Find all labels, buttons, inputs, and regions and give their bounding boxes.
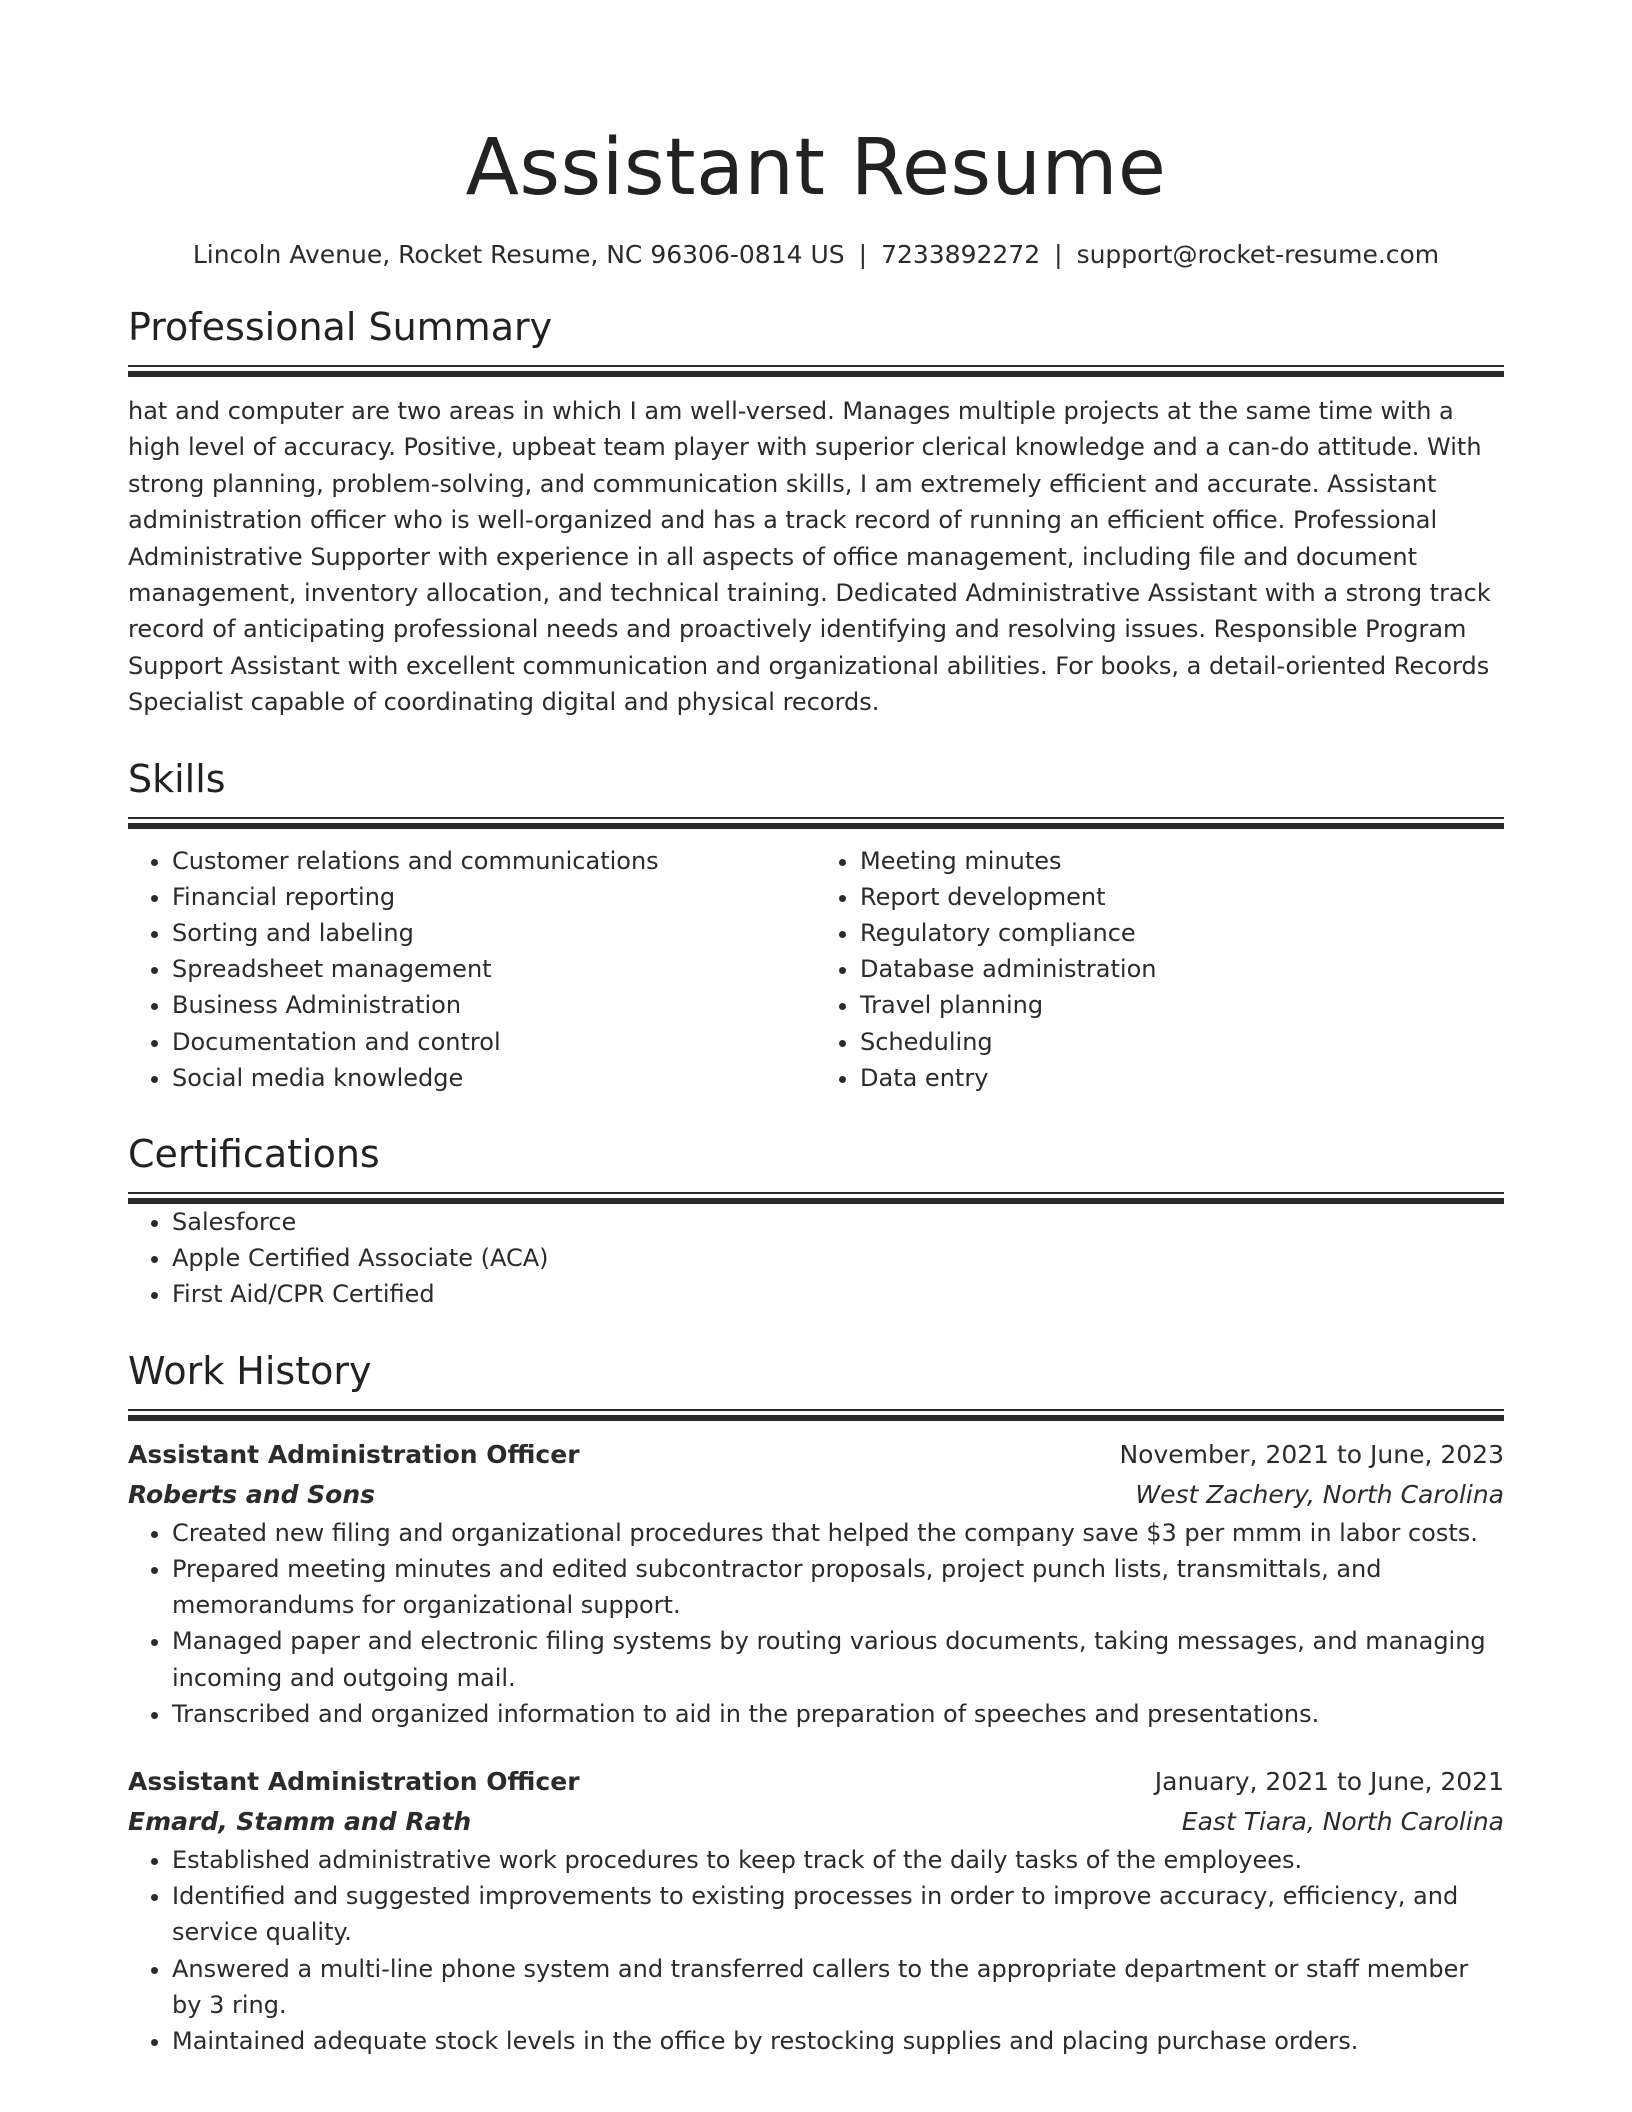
- job-company-row: [128, 1475, 1504, 1515]
- job-duties-list: [128, 1842, 1504, 2059]
- job-company-row: [128, 1802, 1504, 1842]
- job-duty-item: • Managed paper and electronic filing systems by routing various documents, taking messages, and managing incoming and outgoing mail.: [172, 1623, 1504, 1695]
- job-header-row: [128, 1435, 1504, 1475]
- certification-item: • Salesforce: [172, 1204, 1504, 1240]
- skills-section: [128, 755, 1504, 1096]
- job-duty-item: • Answered a multi-line phone system and transferred callers to the appropriate department or staff member by 3 ring.: [172, 1951, 1504, 2023]
- skill-item: • Database administration: [860, 951, 1504, 987]
- certifications-section: [128, 1130, 1504, 1313]
- contact-email: support@rocket-resume.com: [1076, 240, 1440, 269]
- contact-separator: |: [1054, 240, 1063, 269]
- skill-item: • Scheduling: [860, 1024, 1504, 1060]
- job-location: West Zachery, North Carolina: [1135, 1479, 1504, 1509]
- contact-separator: |: [858, 240, 868, 269]
- section-divider: [128, 365, 1504, 377]
- job-entry: [128, 1762, 1504, 2059]
- section-divider: [128, 817, 1504, 829]
- summary-text: hat and computer are two areas in which I am well-versed. Manages multiple projects at the same time with a high level of accuracy. Positive, upbeat team player with superior clerical knowledge and a can-do attitude. With strong planning, problem-solving, and communication skills, I am extremely efficient and accurate. Assistant administration officer who is well-organized and has a track record of running an efficient office. Professional Administrative Supporter with experience in all aspects of office management, including file and document management, inventory allocation, and technical training. Dedicated Administrative Assistant with a strong track record of anticipating professional needs and proactively identifying and resolving issues. Responsible Program Support Assistant with excellent communication and organizational abilities. For books, a detail-oriented Records Specialist capable of coordinating digital and physical records.: [128, 397, 1491, 717]
- skill-item: • Spreadsheet management: [172, 951, 816, 987]
- skill-item: • Meeting minutes: [860, 843, 1504, 879]
- job-title: Assistant Administration Officer: [128, 1766, 580, 1796]
- job-duty-item: • Established administrative work procedures to keep track of the daily tasks of the employees.: [172, 1842, 1504, 1878]
- skill-item: • Financial reporting: [172, 879, 816, 915]
- skill-item: • Travel planning: [860, 987, 1504, 1023]
- job-entry: [128, 1435, 1504, 1732]
- section-heading-work-history: Work History: [128, 1348, 372, 1393]
- job-dates: November, 2021 to June, 2023: [1119, 1439, 1504, 1469]
- job-duty-item: • Prepared meeting minutes and edited subcontractor proposals, project punch lists, transmittals, and memorandums for organizational support.: [172, 1551, 1504, 1623]
- section-heading-certifications: Certifications: [128, 1132, 380, 1177]
- section-divider: [128, 1192, 1504, 1204]
- skill-item: • Business Administration: [172, 987, 816, 1023]
- resume-title: Assistant Resume: [465, 123, 1167, 213]
- skills-grid: [128, 843, 1504, 1096]
- section-divider: [128, 1409, 1504, 1421]
- job-duties-list: [128, 1515, 1504, 1732]
- skill-item: • Documentation and control: [172, 1024, 816, 1060]
- professional-summary-section: [128, 303, 1504, 721]
- skill-item: • Data entry: [860, 1060, 1504, 1096]
- job-location: East Tiara, North Carolina: [1181, 1806, 1504, 1836]
- job-company: Emard, Stamm and Rath: [128, 1806, 472, 1836]
- job-title: Assistant Administration Officer: [128, 1439, 580, 1469]
- job-company: Roberts and Sons: [128, 1479, 376, 1509]
- skill-item: • Sorting and labeling: [172, 915, 816, 951]
- section-heading-skills: Skills: [128, 756, 226, 801]
- skill-item: • Customer relations and communications: [172, 843, 816, 879]
- skills-list-right: [816, 843, 1504, 1096]
- section-heading-summary: Professional Summary: [128, 305, 553, 349]
- work-history-section: [128, 1347, 1504, 2059]
- job-duty-item: • Maintained adequate stock levels in the office by restocking supplies and placing purchase orders.: [172, 2023, 1504, 2059]
- certification-item: • First Aid/CPR Certified: [172, 1276, 1504, 1312]
- job-dates: January, 2021 to June, 2021: [1154, 1766, 1504, 1796]
- certifications-list: [128, 1204, 1504, 1313]
- skill-item: • Social media knowledge: [172, 1060, 816, 1096]
- skill-item: • Report development: [860, 879, 1504, 915]
- contact-address: Lincoln Avenue, Rocket Resume, NC 96306-0814 US: [192, 240, 845, 269]
- certification-item: • Apple Certified Associate (ACA): [172, 1240, 1504, 1276]
- skills-list-left: [128, 843, 816, 1096]
- job-header-row: [128, 1762, 1504, 1802]
- job-duty-item: • Created new filing and organizational procedures that helped the company save $3 per mmm in labor costs.: [172, 1515, 1504, 1551]
- job-duty-item: • Identified and suggested improvements to existing processes in order to improve accuracy, efficiency, and service quality.: [172, 1878, 1504, 1950]
- contact-phone: 7233892272: [881, 240, 1041, 269]
- job-duty-item: • Transcribed and organized information to aid in the preparation of speeches and presentations.: [172, 1696, 1504, 1732]
- contact-line: [128, 240, 1504, 269]
- skill-item: • Regulatory compliance: [860, 915, 1504, 951]
